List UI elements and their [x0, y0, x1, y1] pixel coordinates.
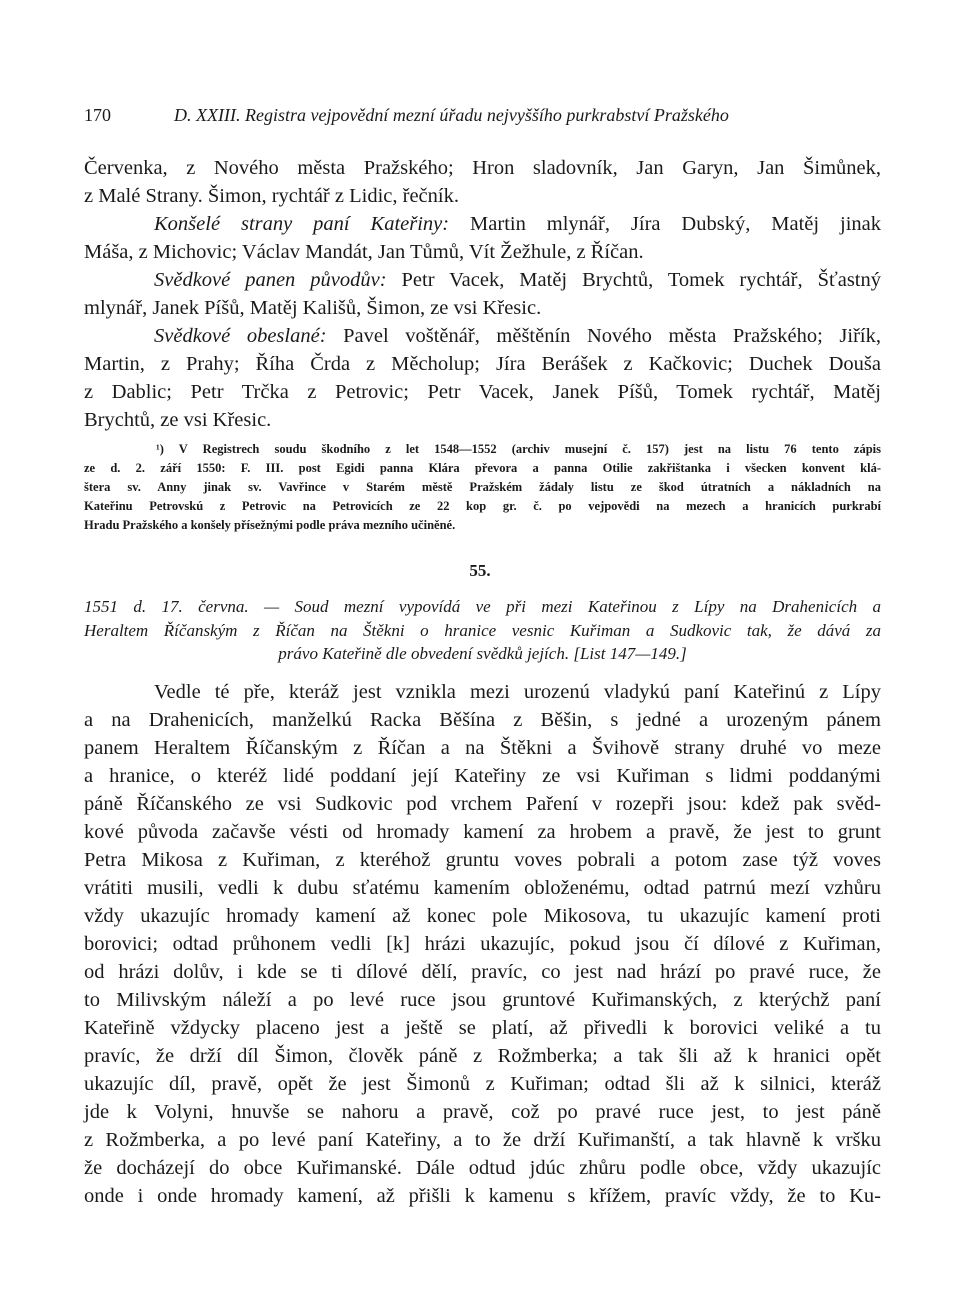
text-line: Červenka, z Nového města Pražského; Hron sladovník, Jan Garyn, Jan Šimůnek,: [84, 157, 881, 179]
body-line: vždy ukazujíc hromady kamení až konec pole Mikosova, tu ukazujíc kamení proti: [84, 905, 881, 927]
konsele-names: Martin mlynář, Jíra Dubský, Matěj jinak: [470, 213, 881, 235]
regest-line: Heraltem Říčanským z Říčan na Štěkni o hranice vesnic Kuřiman a Sudkovic tak, že dává za: [84, 621, 881, 640]
body-line: pravíc, že drží díl Šimon, člověk páně z Rožmberka; a tak šli až k hranici opět: [84, 1045, 881, 1067]
footnote-line: ¹) V Registrech soudu škodního z let 1548—1552 (archiv musejní č. 157) jest na listu 76 tento zápis: [156, 442, 881, 456]
konsele-line: [154, 210, 881, 238]
text-line: Martin, z Prahy; Říha Črda z Měcholup; Jíra Berášek z Kačkovic; Duchek Douša: [84, 353, 881, 375]
svedkove-panen-label: Svědkové panen původův:: [154, 269, 387, 291]
body-line: a hranice, o kteréž lidé poddaní její Kateřiny ze vsi Kuřiman s lidmi poddanými: [84, 765, 881, 787]
body-line: Vedle té pře, kteráž jest vznikla mezi urozenú vladykú paní Kateřinú z Lípy: [154, 681, 881, 703]
text-line: Máša, z Michovic; Václav Mandát, Jan Tůmů, Vít Žežhule, z Říčan.: [84, 241, 644, 263]
footnote-line: štera sv. Anny jinak sv. Vavřince v Starém městě Pražském žádaly listu ze škod útratních a nákladních na: [84, 480, 881, 494]
svedkove-obeslane-label: Svědkové obeslané:: [154, 325, 327, 347]
body-line: Kateřině vždycky placeno jest a ještě se platí, až přivedli k borovici veliké a tu: [84, 1017, 881, 1039]
svedkove-panen-line: [154, 266, 881, 294]
running-head-title: D. XXIII. Registra vejpovědní mezní úřadu nejvyššího purkrabství Pražského: [174, 105, 729, 125]
body-line: a na Drahenicích, manželkú Racka Běšína z Běšin, s jedné a urozeným pánem: [84, 709, 881, 731]
body-line: od hrázi dolův, i kde se ti dílové dělí, pravíc, co jest nad hrází po pravé ruce, že: [84, 961, 881, 983]
footnote-line: Kateřinu Petrovskú z Petrovic na Petrovicích ze 22 kop gr. č. po vejpovědi na mezech a hranicích purkrabí: [84, 499, 881, 513]
body-line: to Milivským náleží a po levé ruce jsou gruntové Kuřimanských, z kterýchž paní: [84, 989, 881, 1011]
body-line: jde k Volyni, hnuvše se nahoru a pravě, což po pravé ruce jest, to jest páně: [84, 1101, 881, 1123]
body-line: z Rožmberka, a po levé paní Kateřiny, a to že drží Kuřimanští, a tak hlavně k vršku: [84, 1129, 881, 1151]
body-line: ukazujíc díl, pravě, opět že jest Šimonů z Kuřiman; odtad šli až k silnici, kteráž: [84, 1073, 881, 1095]
page-number: 170: [84, 105, 111, 125]
body-line: borovici; odtad průhonem vedli [k] hrázi ukazujíc, pokud jsou čí dílové z Kuřiman,: [84, 933, 881, 955]
text-line: z Dablic; Petr Trčka z Petrovic; Petr Vacek, Janek Píšů, Tomek rychtář, Matěj: [84, 381, 881, 403]
regest-line: 1551 d. 17. června. — Soud mezní vypovídá ve při mezi Kateřinou z Lípy na Drahenicích a: [84, 597, 881, 616]
text-line: Brychtů, ze vsi Křesic.: [84, 409, 272, 431]
konsele-label: Konšelé strany paní Kateřiny:: [154, 213, 450, 235]
body-line: panem Heraltem Říčanským z Říčan a na Štěkni a Švihově strany druhé vo meze: [84, 737, 881, 759]
svedkove-obeslane-line: [154, 322, 881, 350]
body-line: onde i onde hromady kamení, až přišli k kamenu s křížem, pravíc vždy, že to Ku-: [84, 1185, 881, 1207]
text-line: mlynář, Janek Píšů, Matěj Kališů, Šimon, ze vsi Křesic.: [84, 297, 542, 319]
regest-line: právo Kateřině dle obvedení svědků jejích. [List 147—149.]: [278, 644, 687, 663]
footnote-line: ze d. 2. září 1550: F. III. post Egidi panna Klára převora a panna Otilie zakřištanka i všecken konvent klá-: [84, 461, 881, 475]
body-line: Petra Mikosa z Kuřiman, z kteréhož gruntu voves pobrali a potom zase týž voves: [84, 849, 881, 871]
footnote-line: Hradu Pražského a konšely přísežnými podle práva mezního učiněné.: [84, 518, 456, 532]
document-number: 55.: [469, 561, 491, 580]
body-line: páně Říčanského ze vsi Sudkovic pod vrchem Paření v rozepři jsou: kdež pak svěd-: [84, 793, 881, 815]
svedkove-panen-names: Petr Vacek, Matěj Brychtů, Tomek rychtář, Šťastný: [401, 269, 881, 291]
body-line: vrátiti musili, vedli k dubu sťatému kamením obloženému, odtad patrnú mezí vzhůru: [84, 877, 881, 899]
body-line: že docházejí do obce Kuřimanské. Dále odtud jdúc zhůru podle obce, vždy ukazujíc: [84, 1157, 881, 1179]
text-line: z Malé Strany. Šimon, rychtář z Lidic, řečník.: [84, 185, 459, 207]
body-line: kové původa začavše vésti od hromady kamení za hrobem a pravě, že jest to grunt: [84, 821, 881, 843]
running-head: [84, 103, 884, 127]
svedkove-obeslane-names: Pavel voštěnář, měštěnín Nového města Pražského; Jiřík,: [343, 325, 881, 347]
